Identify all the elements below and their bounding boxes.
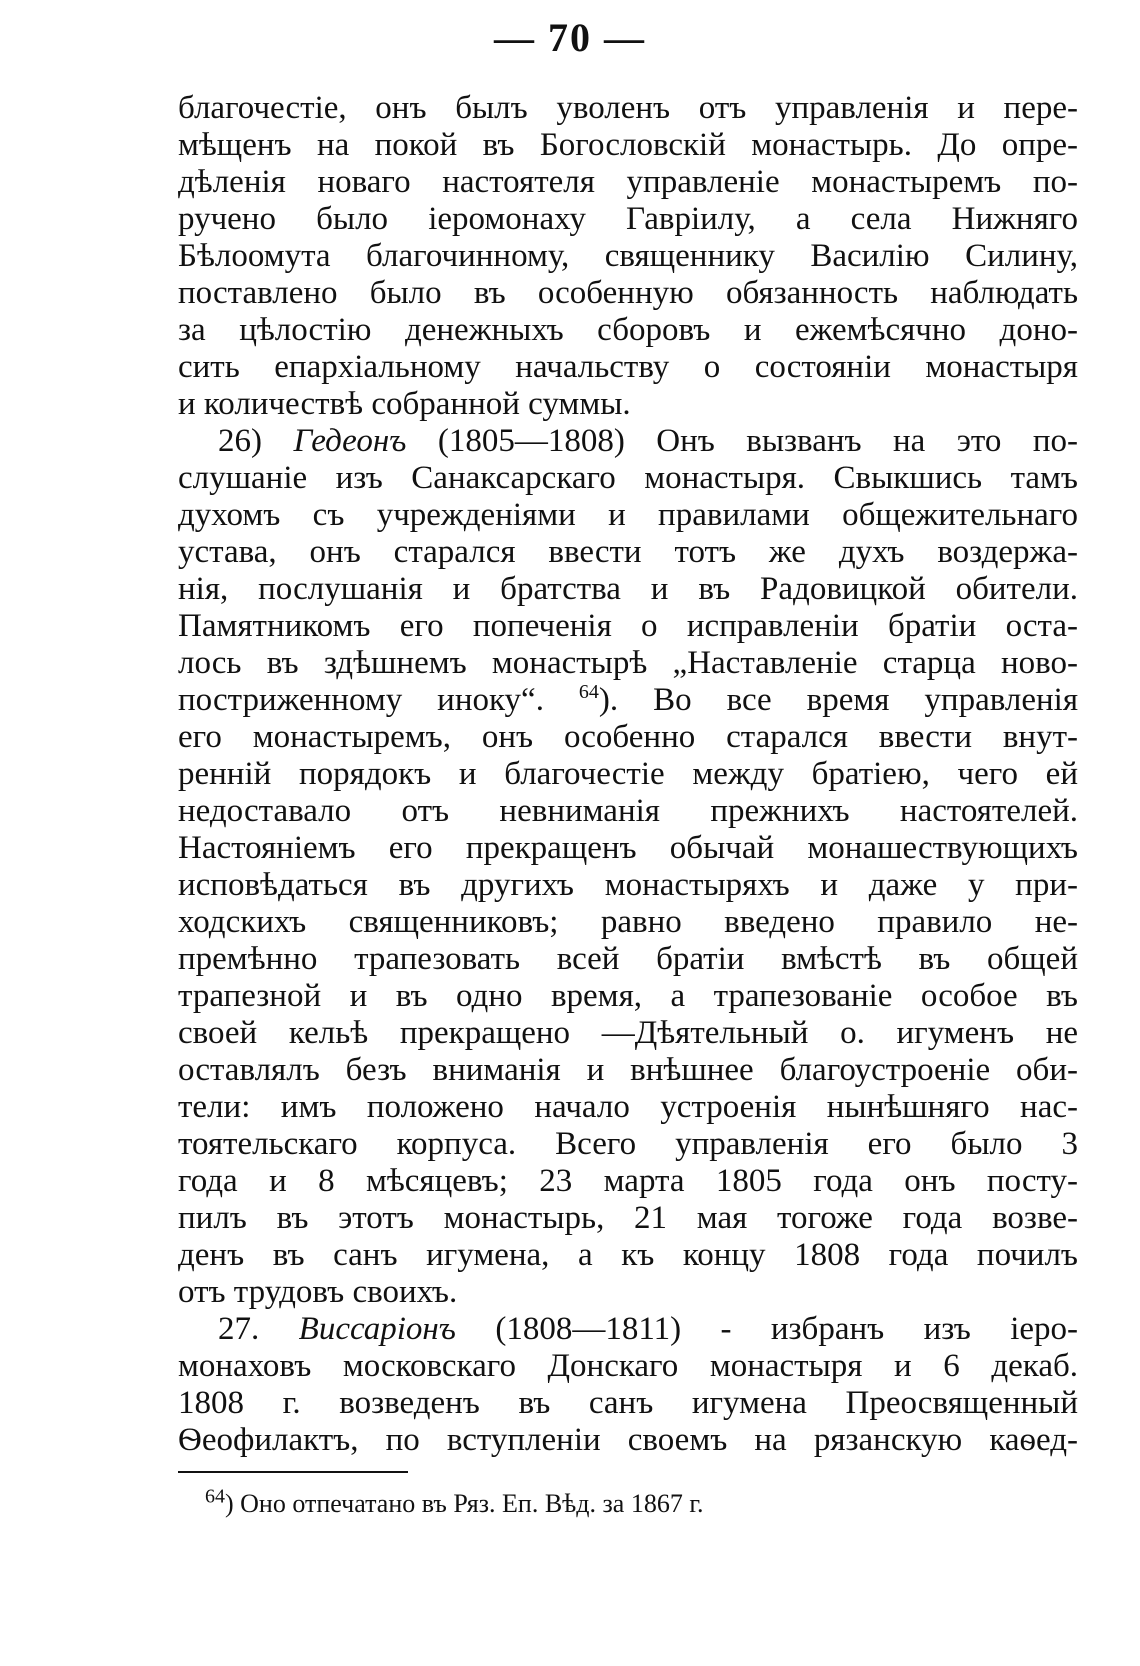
entry-26-heading-line [178, 423, 1078, 460]
main-text [178, 90, 1078, 1459]
entry-26-name: Гедеонъ [293, 423, 407, 459]
text-line: слушаніе изъ Санаксарскаго монастыря. Свыкшись тамъ [178, 460, 1078, 496]
text-line: нія, послушанія и братства и въ Радовицкой обители. [178, 571, 1078, 607]
text-line: поставлено было въ особенную обязанность наблюдать [178, 275, 1078, 311]
text-line: ренній порядокъ и благочестіе между братіею, чего ей [178, 756, 1078, 792]
entry-26-first-line: (1805—1808) Онъ вызванъ на это по- [437, 423, 1079, 459]
footnote-reference-line [178, 682, 1078, 719]
text-line: лось въ здѣшнемъ монастырѣ „Наставленіе старца ново- [178, 645, 1078, 681]
text-line: дѣленія новаго настоятеля управленіе монастыремъ по- [178, 164, 1078, 200]
footnote-marker: 64 [205, 1485, 225, 1508]
text-line: мѣщенъ на покой въ Богословскій монастырь. До опре- [178, 127, 1078, 163]
text-line: денъ въ санъ игумена, а къ концу 1808 года почилъ [178, 1237, 1078, 1273]
text-line: своей кельѣ прекращено —Дѣятельный о. игуменъ не [178, 1015, 1078, 1051]
footnote [205, 1487, 704, 1521]
text-segment: ). Во все время управленія [598, 682, 1078, 718]
text-line: и количествѣ собранной суммы. [178, 386, 631, 422]
text-line: 1808 г. возведенъ въ санъ игумена Преосвященный [178, 1385, 1078, 1421]
text-line: тели: имъ положено начало устроенія нынѣшняго нас- [178, 1089, 1078, 1125]
entry-27-name: Виссаріонъ [298, 1311, 456, 1347]
text-line: духомъ съ учрежденіями и правилами общежительнаго [178, 497, 1078, 533]
text-line: за цѣлостію денежныхъ сборовъ и ежемѣсячно доно- [178, 312, 1078, 348]
text-line: тоятельскаго корпуса. Всего управленія его было 3 [178, 1126, 1078, 1162]
text-line: Бѣлоомута благочинному, священнику Василію Силину, [178, 238, 1078, 274]
text-line: года и 8 мѣсяцевъ; 23 марта 1805 года онъ посту- [178, 1163, 1078, 1199]
text-line: сить епархіальному начальству о состояніи монастыря [178, 349, 1078, 385]
text-line: оставлялъ безъ вниманія и внѣшнее благоустроеніе оби- [178, 1052, 1078, 1088]
footnote-divider [178, 1471, 408, 1473]
text-line: ходскихъ священниковъ; равно введено правило не- [178, 904, 1078, 940]
text-line: недоставало отъ невниманія прежнихъ настоятелей. [178, 793, 1078, 829]
text-line: пилъ въ этотъ монастырь, 21 мая тогоже года возве- [178, 1200, 1078, 1236]
text-line: монаховъ московскаго Донскаго монастыря и 6 декаб. [178, 1348, 1078, 1384]
text-segment: постриженному иноку“. [178, 682, 544, 718]
entry-27-first-line: (1808—1811) - избранъ изъ іеро- [495, 1311, 1079, 1347]
footnote-reference[interactable]: 64 [578, 681, 599, 703]
text-line: трапезной и въ одно время, а трапезованіе особое въ [178, 978, 1078, 1014]
entry-26-number: 26) [218, 423, 262, 459]
page-number: — 70 — [494, 15, 646, 60]
text-line: премѣнно трапезовать всей братіи вмѣстѣ въ общей [178, 941, 1078, 977]
text-line: Ѳеофилактъ, по вступленіи своемъ на рязанскую каѳед- [178, 1422, 1078, 1458]
text-line: Настояніемъ его прекращенъ обычай монашествующихъ [178, 830, 1078, 866]
text-line: его монастыремъ, онъ особенно старался ввести внут- [178, 719, 1078, 755]
entry-27-number: 27. [218, 1311, 260, 1347]
text-line: отъ трудовъ своихъ. [178, 1274, 458, 1310]
entry-27-heading-line [178, 1311, 1078, 1348]
text-line: ручено было іеромонаху Гавріилу, а села Нижняго [178, 201, 1078, 237]
text-line: устава, онъ старался ввести тотъ же духъ воздержа- [178, 534, 1078, 570]
text-line: Памятникомъ его попеченія о исправленіи братіи оста- [178, 608, 1078, 644]
footnote-text: ) Оно отпечатано въ Ряз. Еп. Вѣд. за 1867 г. [225, 1489, 704, 1518]
text-line: благочестіе, онъ былъ уволенъ отъ управленія и пере- [178, 90, 1078, 126]
text-line: исповѣдаться въ другихъ монастыряхъ и даже у при- [178, 867, 1078, 903]
